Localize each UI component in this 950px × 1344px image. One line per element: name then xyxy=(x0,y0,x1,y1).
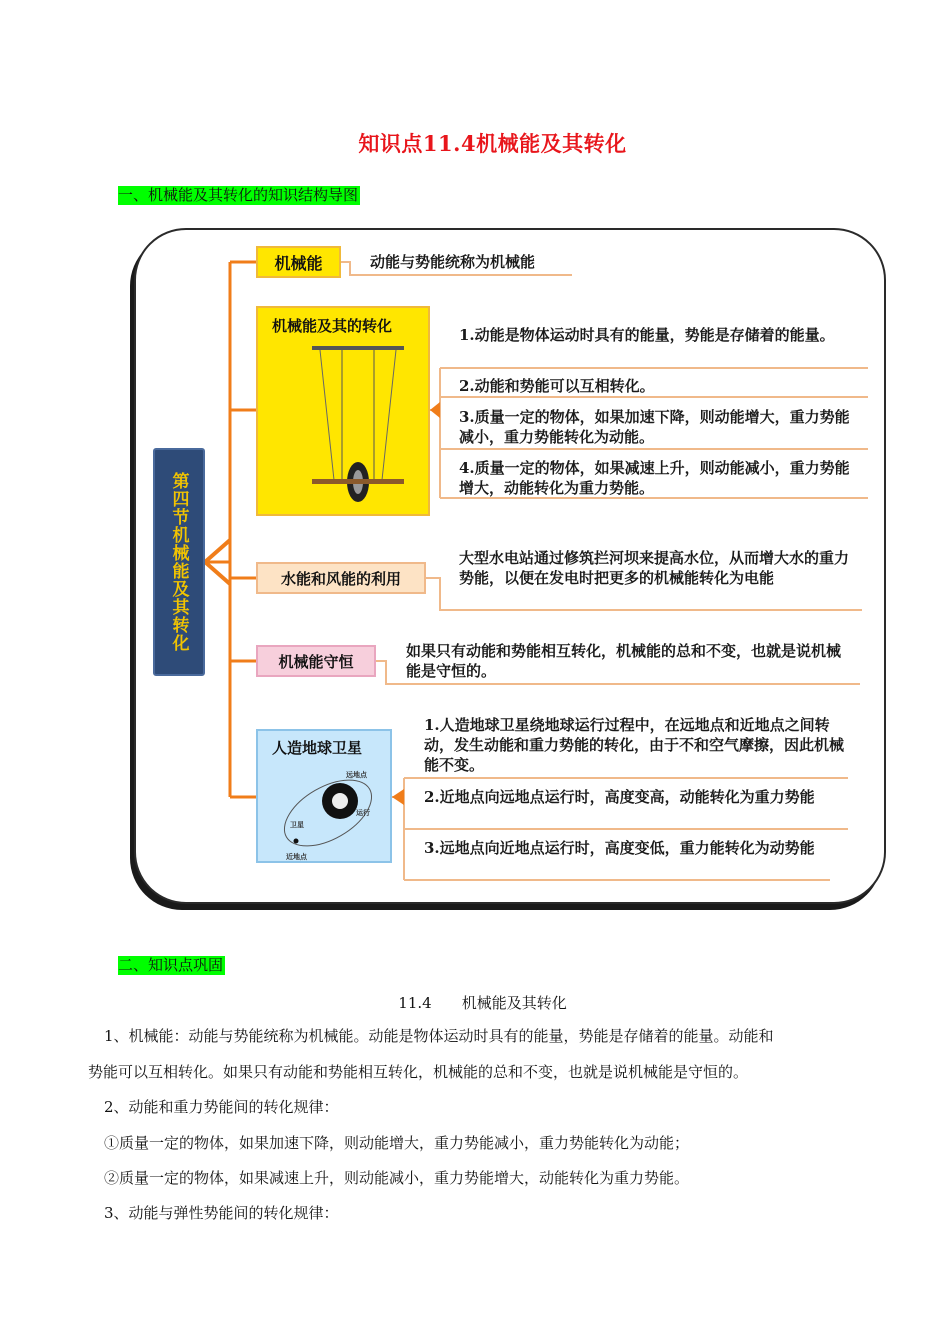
conversion-item-2: 2.动能和势能可以互相转化。 xyxy=(459,377,655,395)
satellite-orbit-figure xyxy=(272,761,382,861)
paragraph-5: 3、动能与弹性势能间的转化规律： xyxy=(104,1204,339,1222)
conversion-item-3: 3.质量一定的物体，如果加速下降，则动能增大，重力势能减小，重力势能转化为动能。 xyxy=(459,408,850,446)
fig-label-orbit: 运行 xyxy=(356,809,370,817)
paragraph-4: ②质量一定的物体，如果减速上升，则动能减小，重力势能增大，动能转化为重力势能。 xyxy=(104,1169,690,1187)
conversion-item-4: 4.质量一定的物体，如果减速上升，则动能减小，重力势能增大，动能转化为重力势能。 xyxy=(459,459,850,497)
node-satellite-label: 人造地球卫星 xyxy=(272,739,363,757)
satellite-item-2: 2.近地点向远地点运行时，高度变高，动能转化为重力势能 xyxy=(424,788,815,806)
leaf-mechanical-energy: 动能与势能统称为机械能 xyxy=(370,253,536,271)
paragraph-1b: 势能可以互相转化。如果只有动能和势能相互转化，机械能的总和不变，也就是说机械能是守恒的。 xyxy=(88,1063,749,1081)
section-heading-1: 一、机械能及其转化的知识结构导图 xyxy=(118,186,359,204)
satellite-item-3: 3.远地点向近地点运行时，高度变低，重力能转化为动势能 xyxy=(424,839,815,857)
node-conversion-label: 机械能及其的转化 xyxy=(272,317,393,335)
pendulum-wheel-figure xyxy=(298,342,418,502)
page-title: 知识点11.4机械能及其转化 xyxy=(358,131,627,156)
leaf-water-wind: 大型水电站通过修筑拦河坝来提高水位，从而增大水的重力势能，以便在发电时把更多的机械能转化为电能 xyxy=(459,549,850,587)
paragraph-1a: 1、机械能：动能与势能统称为机械能。动能是物体运动时具有的能量，势能是存储着的能量。动能和 xyxy=(104,1027,774,1045)
paragraph-2: 2、动能和重力势能间的转化规律： xyxy=(104,1098,339,1116)
node-water-wind: 水能和风能的利用 xyxy=(256,562,426,594)
paragraph-3: ①质量一定的物体，如果加速下降，则动能增大，重力势能减小，重力势能转化为动能； xyxy=(104,1134,690,1152)
satellite-item-1: 1.人造地球卫星绕地球运行过程中，在远地点和近地点之间转动，发生动能和重力势能的转化，由于不和空气摩擦，因此机械能不变。 xyxy=(424,716,845,774)
node-conversion xyxy=(256,306,430,516)
conversion-item-1: 1.动能是物体运动时具有的能量，势能是存储着的能量。 xyxy=(459,326,835,344)
node-satellite xyxy=(256,729,392,863)
fig-label-satellite: 卫星 xyxy=(290,821,304,829)
node-mechanical-energy: 机械能 xyxy=(256,246,341,278)
leaf-conservation: 如果只有动能和势能相互转化，机械能的总和不变，也就是说机械能是守恒的。 xyxy=(406,642,842,680)
fig-label-perigee: 近地点 xyxy=(286,853,307,861)
mindmap-root: 第四节机械能及其转化 xyxy=(153,448,205,676)
fig-label-apogee: 远地点 xyxy=(346,771,367,779)
body-heading: 11.4 机械能及其转化 xyxy=(398,994,567,1012)
section-heading-2: 二、知识点巩固 xyxy=(118,956,224,974)
node-conservation: 机械能守恒 xyxy=(256,645,376,677)
